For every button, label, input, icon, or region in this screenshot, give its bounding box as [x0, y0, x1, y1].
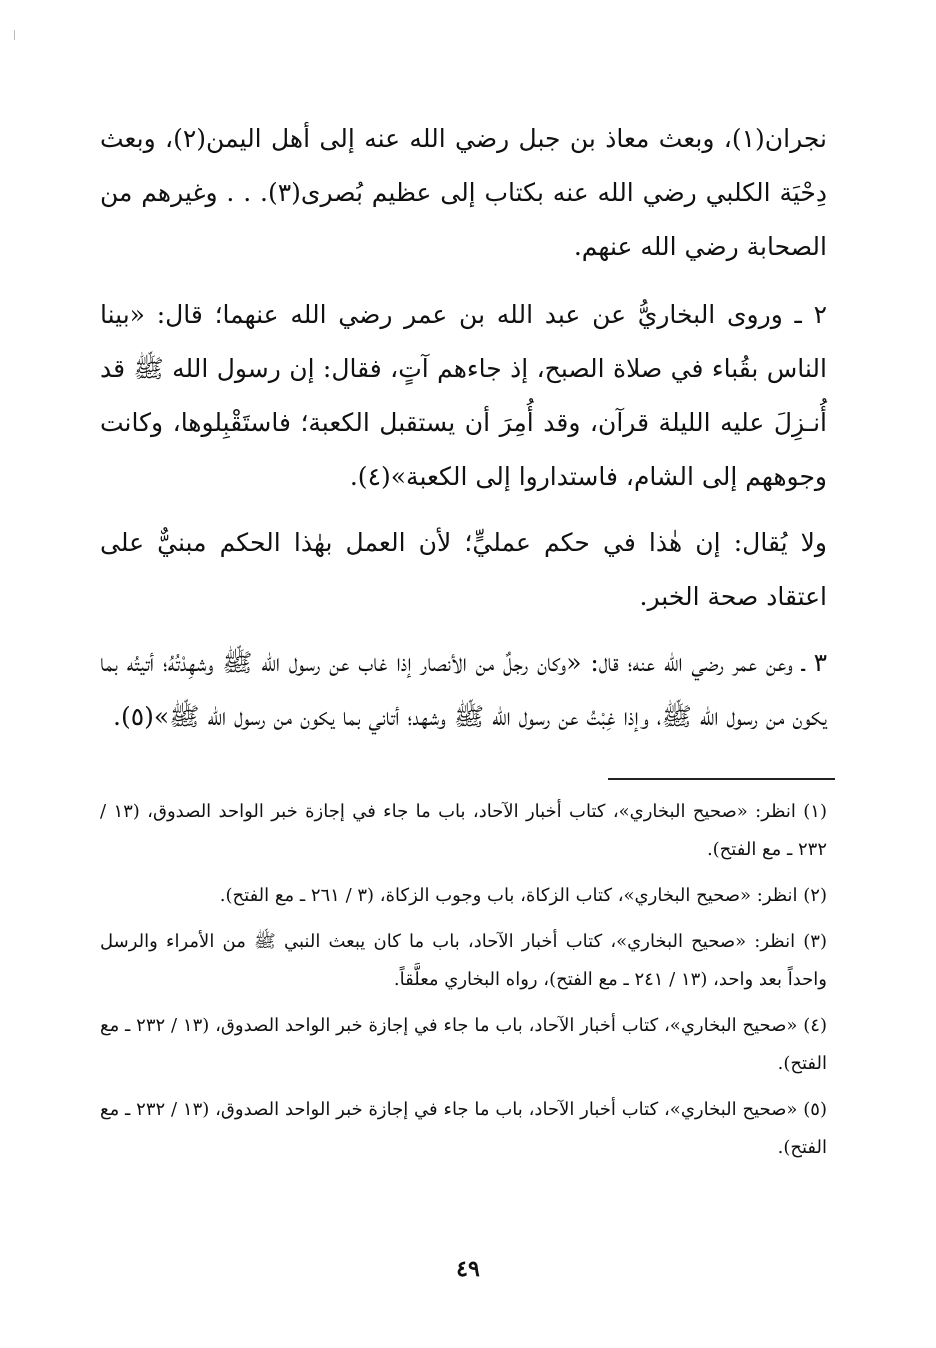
paragraph-2: ٢ ـ وروى البخاريُّ عن عبد الله بن عمر رضي الله عنهما؛ قال: «بينا الناس بقُباء في صلاة الصبح، إذ جاءهم آتٍ، فقال: إن رسول الله ﷺ قد أُنـزِلَ عليه الليلة قرآن، وقد أُمِرَ أن يستقبل الكعبة؛ فاستَقْبِلوها، وكانت وجوههم إلى الشام، فاستداروا إلى الكعبة»(٤). — [100, 300, 827, 491]
page-number: ٤٩ — [456, 1256, 480, 1282]
paragraph-1: نجران(١)، وبعث معاذ بن جبل رضي الله عنه إلى أهل اليمن(٢)، وبعث دِحْيَة الكلبي رضي الله عنه بكتاب إلى عظيم بُصرى(٣). . . وغيرهم من الصحابة رضي الله عنهم. — [100, 124, 828, 261]
footnote-5: (٥) «صحيح البخاري»، كتاب أخبار الآحاد، باب ما جاء في إجازة خبر الواحد الصدوق، (١٣ / ٢٣٢ ـ مع الفتح). — [100, 1099, 827, 1158]
paragraph-3: ولا يُقال: إن هٰذا في حكم عمليٍّ؛ لأن العمل بهٰذا الحكم مبنيٌّ على اعتقاد صحة الخبر. — [100, 528, 827, 611]
paragraph-4: ٣ ـ وعن عمر رضي الله عنه؛ قال: «وكان رجلٌ من الأنصار إذا غاب عن رسول الله ﷺ وشهِدْتُهُ؛ أتيتُه بما يكون من رسول الله ﷺ، وإذا غِبْتُ عن رسول الله ﷺ وشهد؛ أتاني بما يكون من رسول الله ﷺ»(٥). — [100, 648, 827, 731]
margin-mark — [14, 30, 15, 40]
footnote-2: (٢) انظر: «صحيح البخاري»، كتاب الزكاة، باب وجوب الزكاة، (٣ / ٢٦١ ـ مع الفتح). — [219, 885, 827, 906]
footnote-1: (١) انظر: «صحيح البخاري»، كتاب أخبار الآحاد، باب ما جاء في إجازة خبر الواحد الصدوق، (١٣ / ٢٣٢ ـ مع الفتح). — [100, 801, 827, 860]
main-text — [100, 112, 827, 744]
footnote-4: (٤) «صحيح البخاري»، كتاب أخبار الآحاد، باب ما جاء في إجازة خبر الواحد الصدوق، (١٣ / ٢٣٢ ـ مع الفتح). — [100, 1015, 827, 1074]
footnotes — [100, 793, 827, 1175]
footnote-separator — [608, 778, 835, 780]
footnote-3: (٣) انظر: «صحيح البخاري»، كتاب أخبار الآحاد، باب ما كان يبعث النبي ﷺ من الأمراء والرسل واحداً بعد واحد، (١٣ / ٢٤١ ـ مع الفتح)، رواه البخاري معلَّقاً. — [100, 931, 827, 990]
